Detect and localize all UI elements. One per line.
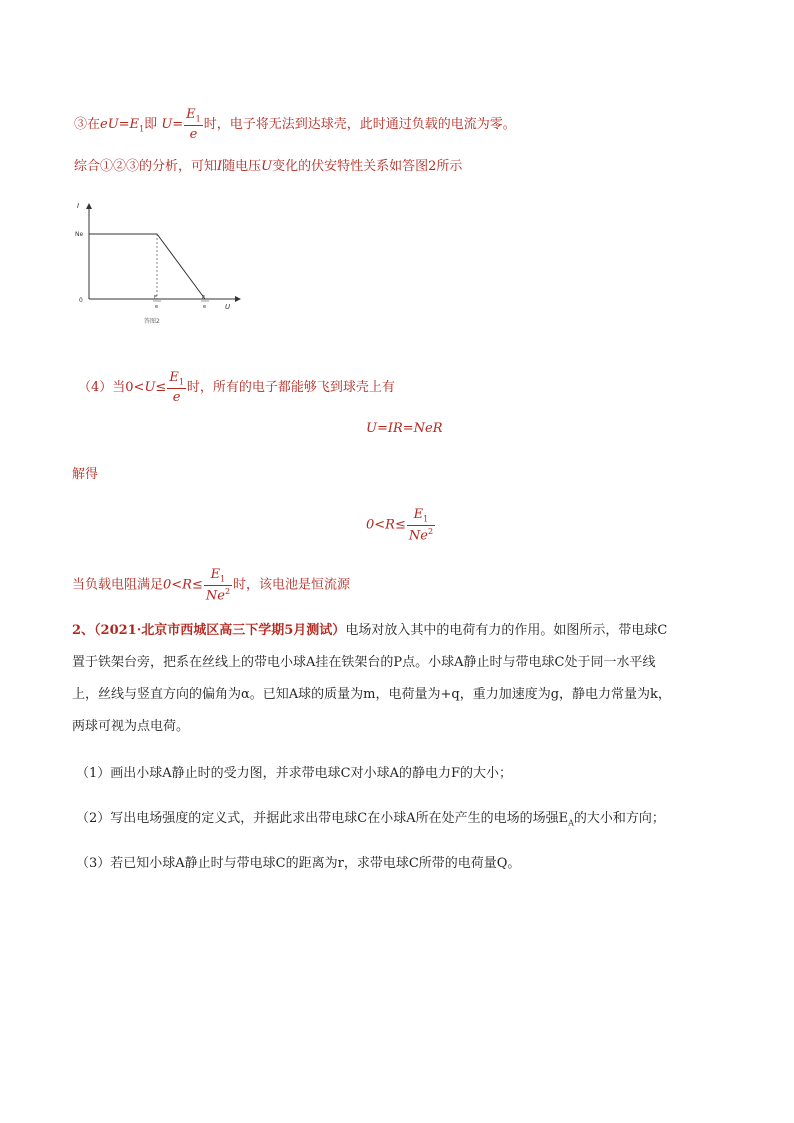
part4-label: （4）当 [78, 379, 126, 395]
part3-frac-den: e [189, 126, 198, 142]
q2-line3: 上，丝线与竖直方向的偏角为α。已知A球的质量为m，电荷量为+q，重力加速度为g，静电力常量为k， [72, 687, 671, 702]
q2-number: 2、 [72, 623, 95, 638]
part3-u-eq: U= [161, 116, 184, 132]
part3-label: ③在 [74, 116, 101, 132]
part4-fraction [167, 371, 186, 404]
summary-a: 综合①②③的分析，可知 [74, 159, 218, 174]
summary-u: U [261, 159, 273, 174]
q2-source: （2021·北京市西城区高三下学期5月测试） [94, 623, 346, 638]
q2-text1: 电场对放入其中的电荷有力的作用。如图所示，带电球C [345, 623, 668, 638]
part3-tail: 时，电子将无法到达球壳，此时通过负载的电流为零。 [203, 116, 516, 132]
eq-r-fraction [407, 508, 435, 542]
conclusion-a: 当负载电阻满足 [72, 577, 164, 593]
q2-sub1: （1）画出小球A静止时的受力图，并求带电球C对小球A的静电力F的大小； [76, 766, 513, 781]
eq-r-num-sub: 1 [423, 514, 429, 524]
jiede-label: 解得 [72, 467, 99, 482]
eq-r-den: Ne [408, 527, 428, 543]
part4-le: ≤ [155, 379, 167, 395]
eq-r-num: E [413, 507, 424, 522]
part4-line [78, 371, 395, 404]
summary-i: I [217, 159, 223, 174]
eq-r-lhs: 0<R≤ [366, 517, 406, 533]
equation-r-range [366, 508, 436, 542]
part3-frac-num-sub: 1 [195, 114, 201, 124]
part4-frac-den: e [172, 389, 181, 405]
x-tick1-den: e [155, 304, 159, 310]
conclusion-line [72, 568, 350, 602]
part3-eq1: eU=E [100, 116, 140, 132]
x-tick2-den: e [203, 304, 207, 310]
part3-line [74, 108, 516, 141]
conclusion-num: E [210, 567, 221, 582]
part3-frac-num: E [186, 107, 196, 122]
iv-curve [89, 234, 205, 299]
y-tick-label: Ne [75, 231, 84, 238]
q2-line2: 置于铁架台旁，把系在丝线上的带电小球A挂在铁架台的P点。小球A静止时与带电球C处于同一水平线 [72, 655, 656, 670]
q2-sub2 [76, 812, 665, 828]
q2-sub2-text: （2）写出电场强度的定义式，并据此求出带电球C在小球A所在处产生的电场的场强E [76, 811, 569, 826]
conclusion-num-sub: 1 [220, 574, 226, 584]
eq-r-den-sup: 2 [427, 526, 434, 536]
equation-u-ir: U=IR=NeR [366, 421, 443, 436]
q2-sub2-sub: A [568, 818, 574, 828]
part3-eq1-sub: 1 [139, 124, 145, 134]
part4-frac-num-sub: 1 [178, 377, 184, 387]
conclusion-tail: 时，该电池是恒流源 [233, 577, 351, 593]
q2-line4: 两球可视为点电荷。 [72, 719, 190, 734]
part4-tail: 时，所有的电子都能够飞到球壳上有 [186, 379, 395, 395]
q2-line1 [72, 624, 667, 637]
conclusion-fraction [204, 568, 232, 602]
part4-u: U [144, 379, 156, 395]
graph-caption: 答图2 [144, 318, 160, 325]
summary-line [74, 160, 462, 173]
origin-label: 0 [79, 297, 83, 304]
part4-cond: 0< [125, 379, 145, 395]
y-axis-label: I [77, 202, 80, 210]
x-tick1-num: E [154, 295, 158, 301]
q2-sub3: （3）若已知小球A静止时与带电球C的距离为r，求带电球C所带的电荷量Q。 [76, 856, 521, 871]
conclusion-den-sup: 2 [224, 586, 231, 596]
q2-sub2-tail: 的大小和方向； [573, 811, 665, 826]
conclusion-den: Ne [205, 587, 225, 603]
summary-c: 变化的伏安特性关系如答图2所示 [272, 159, 463, 174]
iv-graph [72, 196, 247, 332]
conclusion-lhs: 0<R≤ [163, 577, 203, 593]
part3-mid: 即 [144, 116, 158, 132]
x-tick2-num: E [202, 295, 206, 301]
x-axis-label: U [225, 303, 231, 311]
part4-frac-num: E [169, 370, 179, 385]
summary-b: 随电压 [222, 159, 262, 174]
part3-fraction [184, 108, 203, 141]
